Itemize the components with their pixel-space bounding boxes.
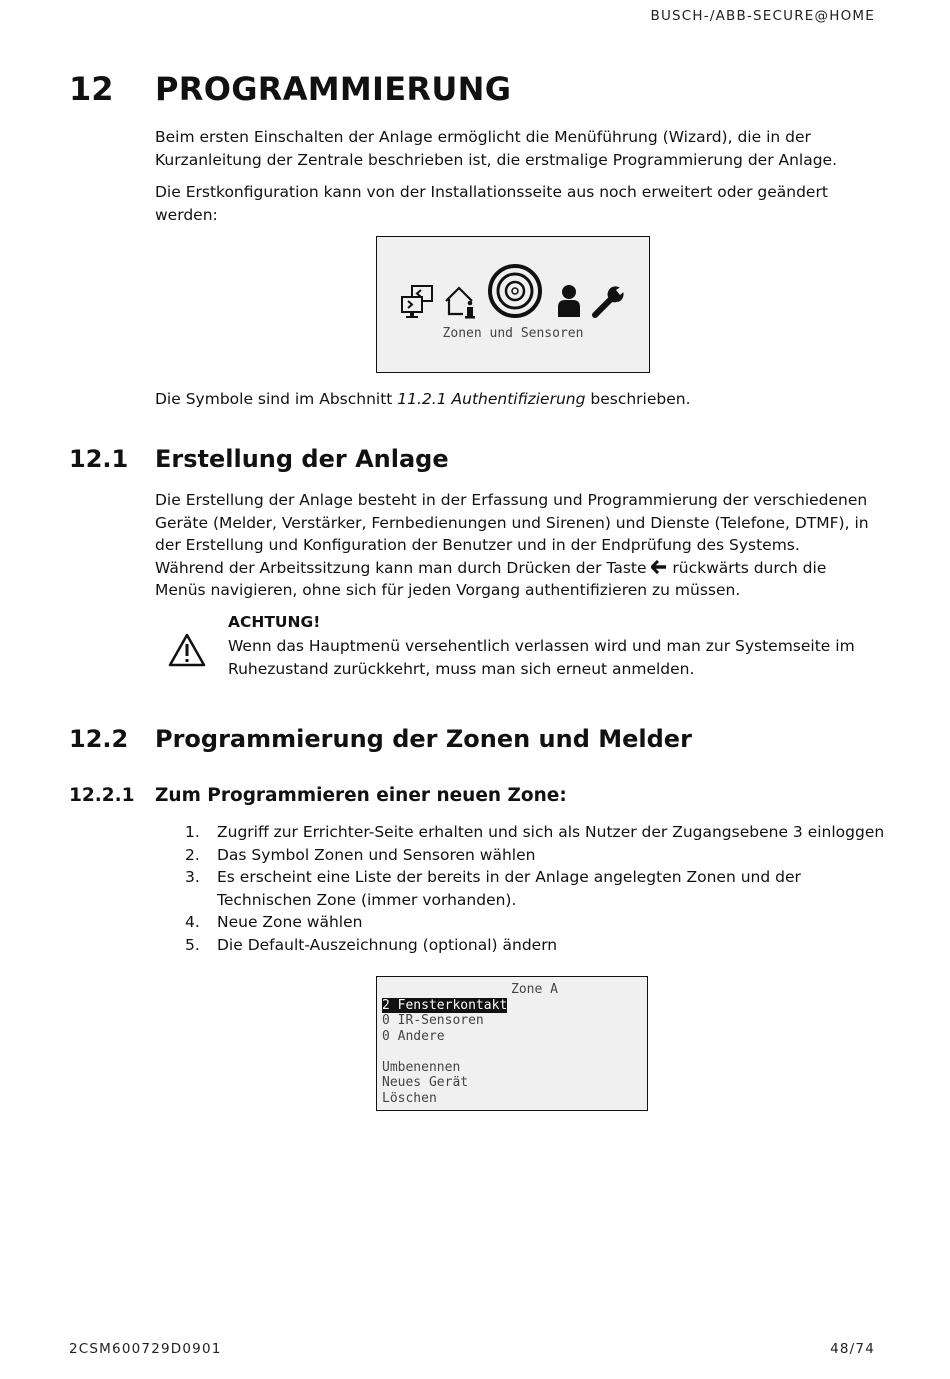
header-brand: BUSCH-/ABB-SECURE@HOME — [650, 8, 875, 24]
list-item — [185, 866, 885, 911]
symbols-text-after: beschrieben. — [585, 390, 691, 408]
list-item — [185, 844, 885, 867]
lcd-menu-delete: Löschen — [382, 1090, 437, 1106]
lcd-spacer — [382, 1044, 647, 1060]
section-12-1-para1: Die Erstellung der Anlage besteht in der Erfassung und Programmierung der verschiedenen Geräte (Melder, Verstärker, Fernbedienungen und Sirenen) und Dienste (Telefone, DTMF), in der Erstellung und Konfiguration der Benutzer und in der Endprüfung des Systems. — [155, 491, 869, 554]
steps-list — [185, 821, 885, 956]
target-icon — [487, 263, 543, 319]
section-12-1-para2-before: Während der Arbeitssitzung kann man durch Drücken der Taste — [155, 558, 652, 577]
step-text: Es erscheint eine Liste der bereits in der Anlage angelegten Zonen und der Technischen Zone (immer vorhanden). — [217, 868, 801, 909]
back-arrow-icon — [651, 560, 667, 574]
lcd-menu-rename: Umbenennen — [382, 1059, 461, 1075]
chapter-intro-2: Die Erstkonfiguration kann von der Installationsseite aus noch erweitert oder geändert werden: — [155, 183, 828, 224]
step-text: Zugriff zur Errichter-Seite erhalten und sich als Nutzer der Zugangsebene 3 einloggen — [217, 823, 885, 841]
lcd-item-ir-sensors: 0 IR-Sensoren — [382, 1013, 484, 1028]
section-12-2-1-title: Zum Programmieren einer neuen Zone: — [155, 785, 567, 806]
chapter-title: PROGRAMMIERUNG — [155, 70, 512, 108]
symbols-reference-link: 11.2.1 Authentifizierung — [397, 390, 586, 408]
lcd-item-selected-label: 2 Fensterkontakt — [382, 997, 508, 1013]
section-12-1-paragraph — [155, 489, 880, 602]
step-text: Neue Zone wählen — [217, 913, 363, 931]
warning-title: ACHTUNG! — [228, 613, 321, 631]
lcd-screen-zone-a — [376, 976, 648, 1111]
lcd-item-other: 0 Andere — [382, 1028, 445, 1044]
footer-page-number: 48/74 — [830, 1341, 875, 1357]
house-info-icon — [443, 283, 479, 321]
section-12-1-title: Erstellung der Anlage — [155, 445, 449, 473]
section-12-2-number: 12.2 — [69, 725, 129, 753]
step-number: 1. — [185, 823, 200, 841]
devices-icon — [399, 283, 437, 321]
lcd-screen-main-menu — [376, 236, 650, 373]
warning-icon — [167, 632, 207, 668]
section-12-1-para2-after: rückwärts durch die Menüs navigieren, ohne sich für jeden Vorgang authentifizieren zu müssen. — [155, 558, 827, 599]
lcd-item-selected — [382, 998, 647, 1014]
step-number: 5. — [185, 935, 200, 954]
section-12-2-1-number: 12.2.1 — [69, 785, 135, 806]
section-12-2-title: Programmierung der Zonen und Melder — [155, 725, 692, 753]
section-12-1-number: 12.1 — [69, 445, 129, 473]
symbols-text-before: Die Symbole sind im Abschnitt — [155, 390, 398, 408]
step-text: Die Default-Auszeichnung (optional) ändern — [217, 935, 558, 954]
chapter-number: 12 — [69, 70, 114, 108]
list-item — [185, 934, 885, 957]
lcd-zone-title: Zone A — [511, 982, 558, 997]
list-item — [185, 821, 885, 844]
list-item — [185, 911, 885, 934]
symbols-reference-text — [155, 388, 880, 411]
lcd-menu-new-device: Neues Gerät — [382, 1075, 469, 1090]
step-number: 2. — [185, 845, 200, 864]
lcd-caption: Zonen und Sensoren — [442, 326, 584, 341]
footer-doc-id: 2CSM600729D0901 — [69, 1341, 222, 1357]
step-text: Das Symbol Zonen und Sensoren wählen — [217, 845, 536, 864]
chapter-intro-1: Beim ersten Einschalten der Anlage ermöglicht die Menüführung (Wizard), die in der Kurzanleitung der Zentrale beschrieben ist, die erstmalige Programmierung der Anlage. — [155, 128, 838, 169]
wrench-icon — [591, 285, 627, 319]
user-icon — [555, 283, 583, 319]
step-number: 4. — [185, 913, 200, 931]
warning-text: Wenn das Hauptmenü versehentlich verlassen wird und man zur Systemseite im Ruhezustand zurückkehrt, muss man sich erneut anmelden. — [228, 637, 855, 678]
step-number: 3. — [185, 868, 200, 886]
